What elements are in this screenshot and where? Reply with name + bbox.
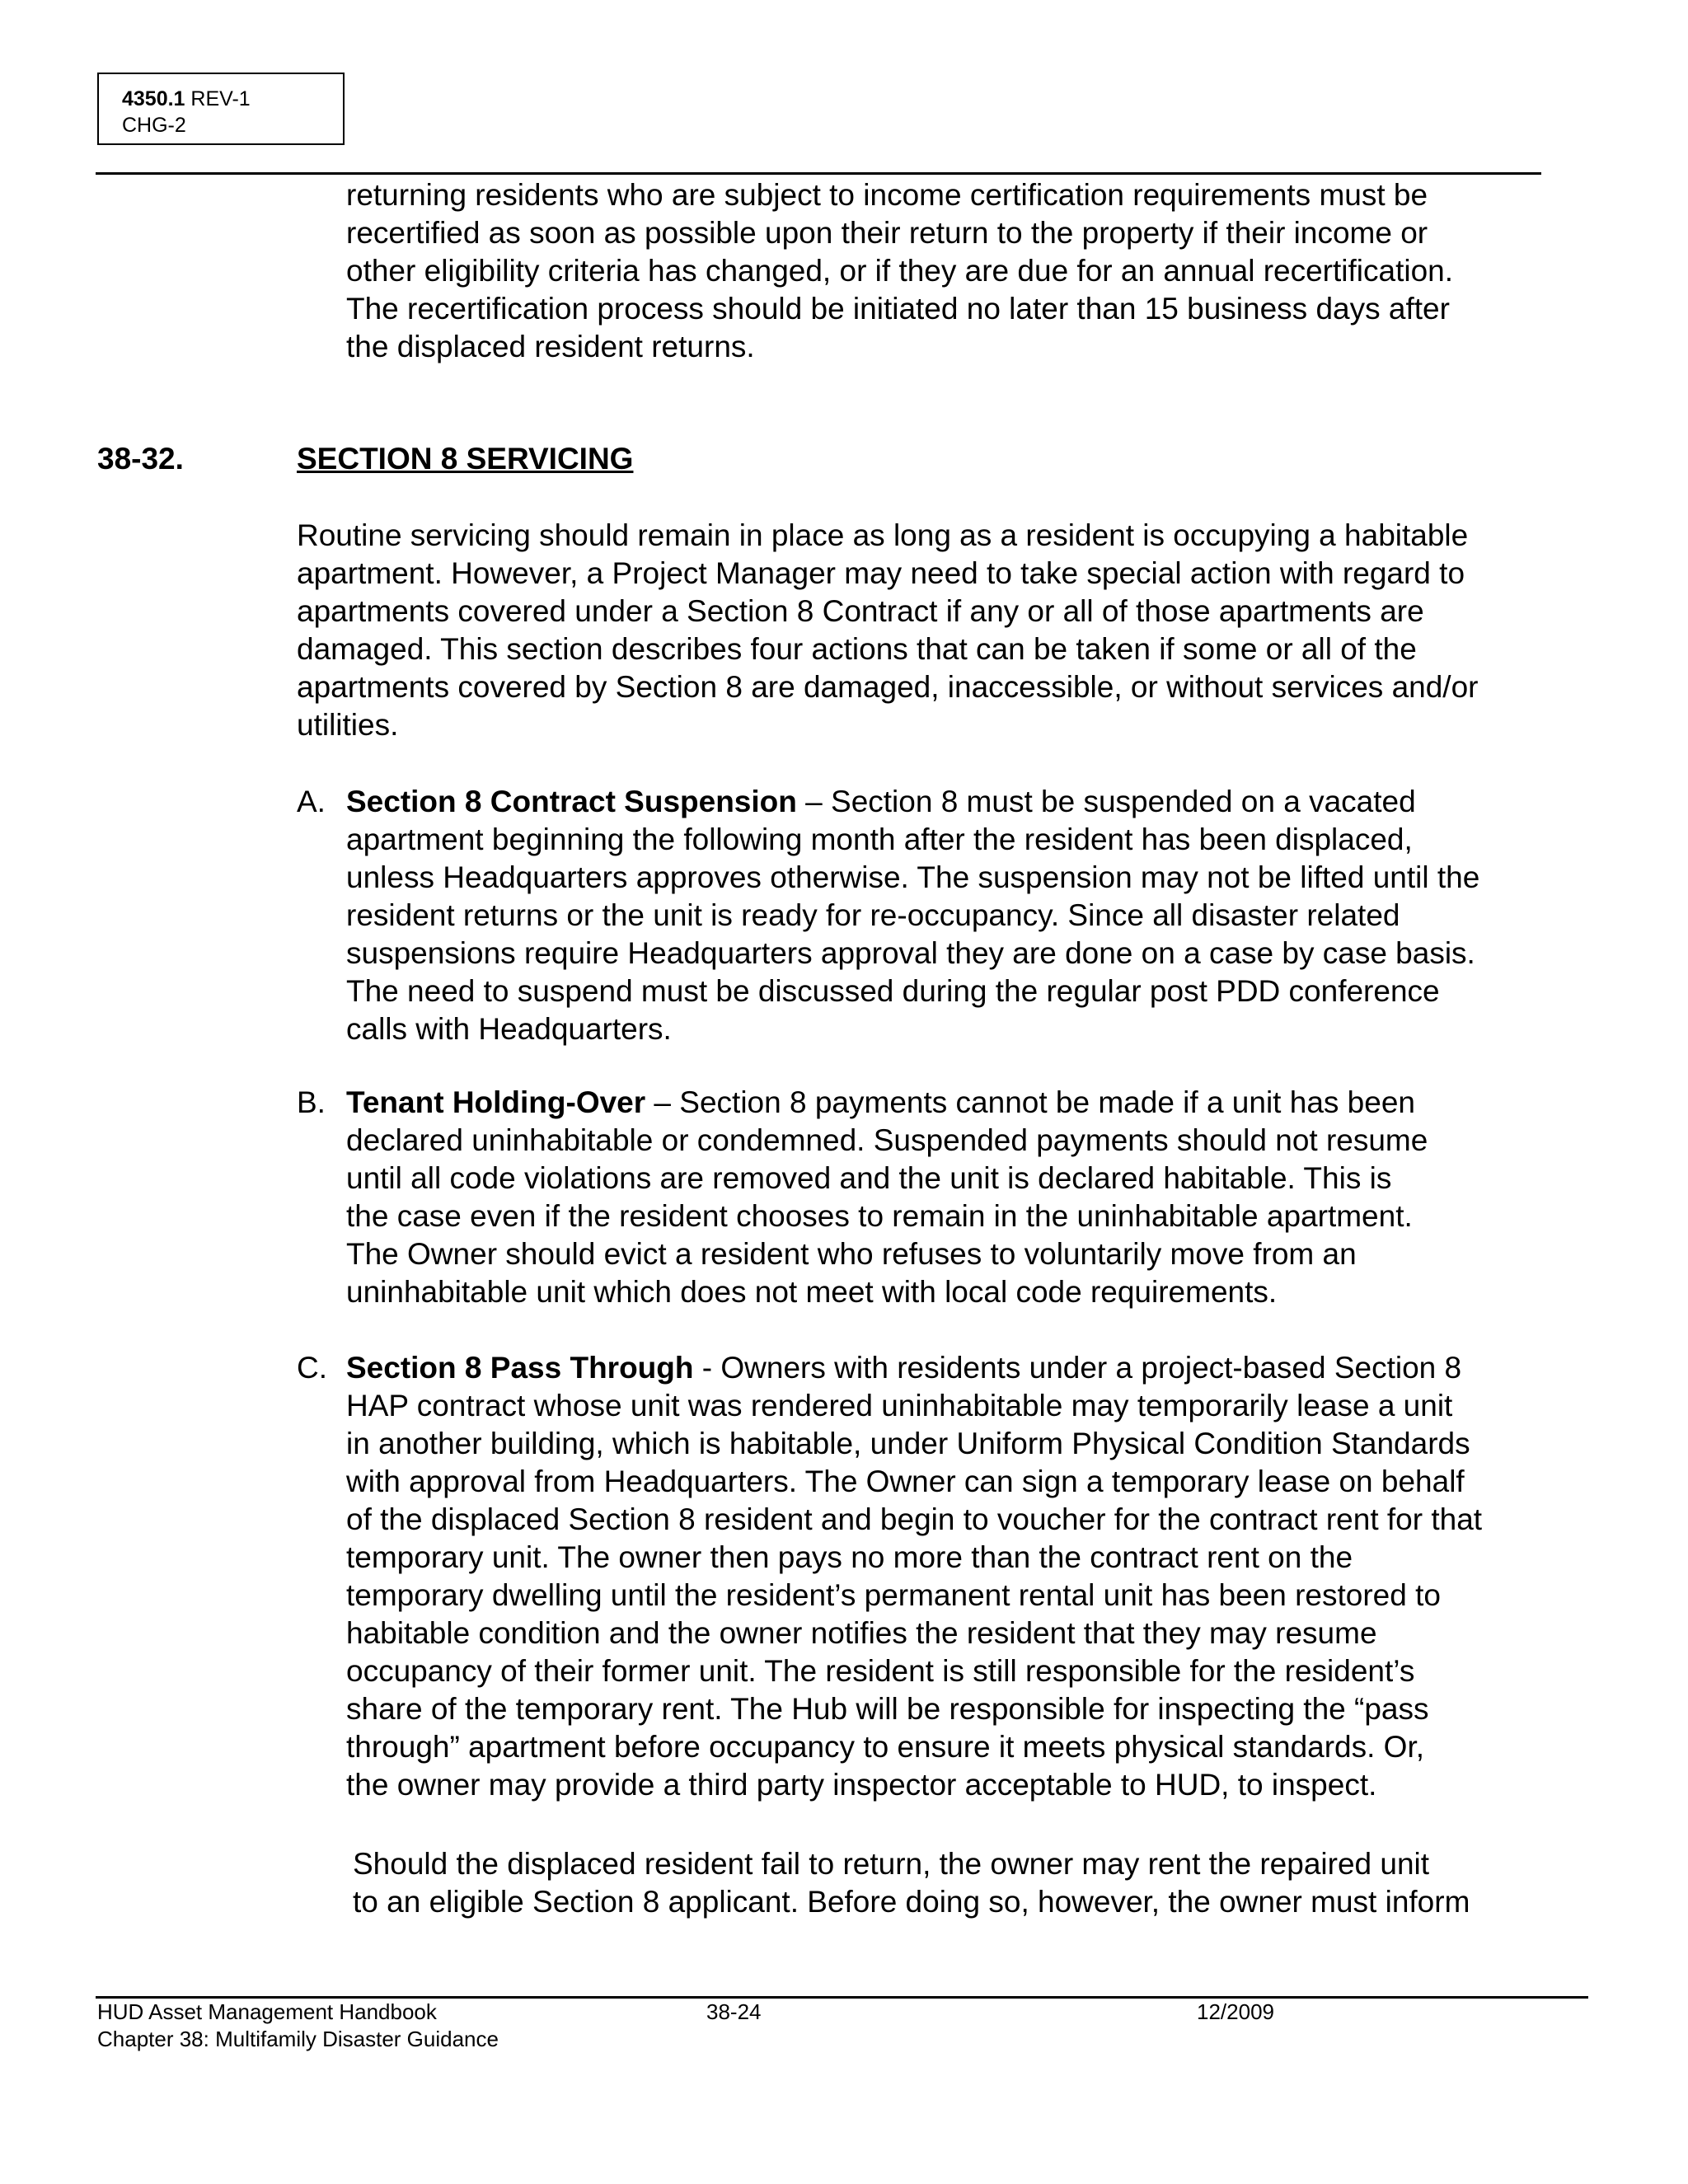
text-line: suspensions require Headquarters approval they are done on a case by case basis. (346, 936, 1475, 970)
change-number: CHG-2 (122, 114, 186, 137)
item-heading-rest: – Section 8 must be suspended on a vacated (796, 785, 1416, 818)
text-line: share of the temporary rent. The Hub will be responsible for inspecting the “pass (346, 1692, 1429, 1726)
text-line: HAP contract whose unit was rendered uninhabitable may temporarily lease a unit (346, 1389, 1453, 1422)
list-item-body (346, 1349, 1615, 1804)
text-line: resident returns or the unit is ready for re-occupancy. Since all disaster related (346, 898, 1400, 932)
list-item-label: C. (297, 1351, 327, 1385)
footer-handbook-title: HUD Asset Management Handbook (97, 1999, 437, 2024)
page-number: 38-24 (706, 1999, 762, 2024)
item-heading-rest: – Section 8 payments cannot be made if a unit has been (645, 1085, 1415, 1119)
text-line: The Owner should evict a resident who refuses to voluntarily move from an (346, 1237, 1357, 1271)
document-number: 4350.1 (122, 87, 185, 110)
footer-chapter: Chapter 38: Multifamily Disaster Guidance (97, 2027, 499, 2051)
text-line: to an eligible Section 8 applicant. Before doing so, however, the owner must inform (353, 1885, 1470, 1919)
text-line: returning residents who are subject to income certification requirements must be (346, 178, 1428, 212)
text-line: the case even if the resident chooses to remain in the uninhabitable apartment. (346, 1199, 1413, 1233)
list-item-body (346, 783, 1615, 1048)
item-heading-rest: - Owners with residents under a project-based Section 8 (693, 1351, 1462, 1385)
list-item-label: A. (297, 785, 326, 818)
text-line (346, 1349, 1615, 1387)
footer-date: 12/2009 (1197, 1999, 1274, 2024)
text-line: apartments covered under a Section 8 Contract if any or all of those apartments are (297, 594, 1424, 628)
section-title: SECTION 8 SERVICING (297, 442, 634, 476)
text-line: uninhabitable unit which does not meet with local code requirements. (346, 1275, 1278, 1309)
text-line: apartment. However, a Project Manager may need to take special action with regard to (297, 556, 1465, 590)
text-line: The recertification process should be initiated no later than 15 business days after (346, 292, 1450, 326)
text-line: Should the displaced resident fail to return, the owner may rent the repaired unit (353, 1847, 1430, 1881)
text-line (346, 783, 1615, 821)
text-line: temporary unit. The owner then pays no more than the contract rent on the (346, 1540, 1353, 1574)
item-heading: Section 8 Pass Through (346, 1351, 694, 1385)
intro-paragraph (346, 176, 1541, 366)
text-line: apartments covered by Section 8 are damaged, inaccessible, or without services and/or (297, 670, 1479, 704)
text-line: Routine servicing should remain in place as long as a resident is occupying a habitable (297, 518, 1469, 552)
text-line: declared uninhabitable or condemned. Suspended payments should not resume (346, 1123, 1428, 1157)
routine-paragraph (297, 517, 1599, 744)
text-line: other eligibility criteria has changed, or if they are due for an annual recertification. (346, 254, 1454, 288)
text-line: the owner may provide a third party inspector acceptable to HUD, to inspect. (346, 1768, 1377, 1802)
item-heading: Tenant Holding-Over (346, 1085, 646, 1119)
text-line: recertified as soon as possible upon their return to the property if their income or (346, 216, 1428, 250)
text-line: calls with Headquarters. (346, 1012, 672, 1046)
continuation-paragraph (353, 1845, 1589, 1921)
text-line: damaged. This section describes four actions that can be taken if some or all of the (297, 632, 1417, 666)
section-number: 38-32. (97, 442, 184, 476)
text-line: The need to suspend must be discussed during the regular post PDD conference (346, 974, 1440, 1008)
text-line (346, 1084, 1615, 1122)
text-line: until all code violations are removed and the unit is declared habitable. This is (346, 1161, 1392, 1195)
list-item-body (346, 1084, 1615, 1311)
item-heading: Section 8 Contract Suspension (346, 785, 797, 818)
revision: REV-1 (190, 87, 251, 110)
text-line: of the displaced Section 8 resident and begin to voucher for the contract rent for that (346, 1502, 1483, 1536)
text-line: with approval from Headquarters. The Owner can sign a temporary lease on behalf (346, 1465, 1465, 1498)
text-line: habitable condition and the owner notifies the resident that they may resume (346, 1616, 1377, 1650)
footer-left (97, 1999, 499, 2053)
text-line: temporary dwelling until the resident’s permanent rental unit has been restored to (346, 1578, 1441, 1612)
document-number-line (122, 86, 343, 112)
text-line: through” apartment before occupancy to ensure it meets physical standards. Or, (346, 1730, 1425, 1764)
list-item-label: B. (297, 1085, 326, 1119)
text-line: utilities. (297, 708, 399, 742)
text-line: unless Headquarters approves otherwise. The suspension may not be lifted until the (346, 860, 1480, 894)
text-line: apartment beginning the following month after the resident has been displaced, (346, 823, 1413, 856)
header-rule (96, 172, 1541, 175)
document-number-box (97, 73, 345, 145)
text-line: occupancy of their former unit. The resident is still responsible for the resident’s (346, 1654, 1415, 1688)
text-line: in another building, which is habitable, under Uniform Physical Condition Standards (346, 1427, 1470, 1460)
text-line: the displaced resident returns. (346, 330, 755, 363)
